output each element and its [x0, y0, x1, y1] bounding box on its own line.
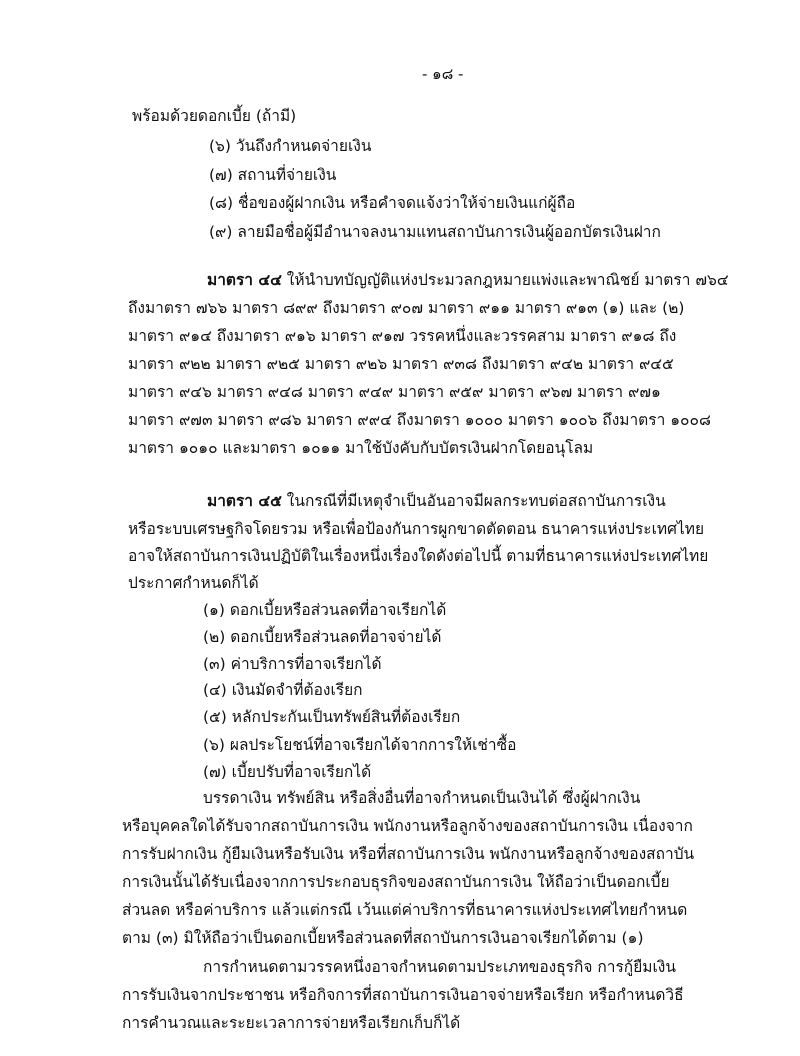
paragraph-line: การคำนวณและระยะเวลาการจ่ายหรือเรียกเก็บก็ได้ [122, 1014, 461, 1032]
paragraph-line: บรรดาเงิน ทรัพย์สิน หรือสิ่งอื่นที่อาจกำหนดเป็นเงินได้ ซึ่งผู้ฝากเงิน [203, 789, 641, 807]
paragraph-line: มาตรา ๙๗๓ มาตรา ๙๘๖ มาตรา ๙๙๔ ถึงมาตรา ๑๐๐๐ มาตรา ๑๐๐๖ ถึงมาตรา ๑๐๐๘ [128, 411, 711, 429]
paragraph-line: มาตรา ๑๐๑๐ และมาตรา ๑๐๑๑ มาใช้บังคับกับบัตรเงินฝากโดยอนุโลม [128, 439, 594, 457]
paragraph-text: ให้นำบทบัญญัติแห่งประมวลกฎหมายแพ่งและพาณิชย์ มาตรา ๗๖๔ [281, 271, 729, 289]
paragraph-line: การกำหนดตามวรรคหนึ่งอาจกำหนดตามประเภทของธุรกิจ การกู้ยืมเงิน [203, 958, 676, 976]
paragraph-line: การรับฝากเงิน กู้ยืมเงินหรือรับเงิน หรือที่สถาบันการเงิน พนักงานหรือลูกจ้างของสถาบัน [122, 845, 695, 863]
paragraph-line: ตาม (๓) มิให้ถือว่าเป็นดอกเบี้ยหรือส่วนลดที่สถาบันการเงินอาจเรียกได้ตาม (๑) [122, 929, 644, 947]
list-item: (๓) ค่าบริการที่อาจเรียกได้ [203, 655, 382, 673]
list-item: (๗) สถานที่จ่ายเงิน [209, 166, 337, 184]
paragraph-line: หรือระบบเศรษฐกิจโดยรวม หรือเพื่อป้องกันการผูกขาดตัดตอน ธนาคารแห่งประเทศไทย [128, 520, 705, 538]
section-45-first-line [207, 490, 666, 512]
list-item: (๗) เบี้ยปรับที่อาจเรียกได้ [203, 763, 372, 781]
list-item: (๙) ลายมือชื่อผู้มีอำนาจลงนามแทนสถาบันการเงินผู้ออกบัตรเงินฝาก [209, 223, 661, 241]
paragraph-line: มาตรา ๙๒๒ มาตรา ๙๒๕ มาตรา ๙๒๖ มาตรา ๙๓๘ ถึงมาตรา ๙๔๒ มาตรา ๙๔๕ [128, 355, 674, 373]
section-heading: มาตรา ๔๔ [207, 271, 282, 289]
paragraph-line: อาจให้สถาบันการเงินปฏิบัติในเรื่องหนึ่งเรื่องใดดังต่อไปนี้ ตามที่ธนาคารแห่งประเทศไทย [128, 547, 709, 565]
intro-line: พร้อมด้วยดอกเบี้ย (ถ้ามี) [132, 107, 297, 125]
paragraph-text: ในกรณีที่มีเหตุจำเป็นอันอาจมีผลกระทบต่อสถาบันการเงิน [281, 492, 666, 510]
paragraph-line: ถึงมาตรา ๗๖๖ มาตรา ๘๙๙ ถึงมาตรา ๙๐๗ มาตรา ๙๑๑ มาตรา ๙๑๓ (๑) และ (๒) [128, 299, 685, 317]
paragraph-line: ส่วนลด หรือค่าบริการ แล้วแต่กรณี เว้นแต่ค่าบริการที่ธนาคารแห่งประเทศไทยกำหนด [122, 901, 688, 919]
list-item: (๖) ผลประโยชน์ที่อาจเรียกได้จากการให้เช่าซื้อ [203, 736, 517, 754]
list-item: (๘) ชื่อของผู้ฝากเงิน หรือคำจดแจ้งว่าให้จ่ายเงินแก่ผู้ถือ [209, 194, 576, 212]
section-heading: มาตรา ๔๕ [207, 492, 282, 510]
list-item: (๒) ดอกเบี้ยหรือส่วนลดที่อาจจ่ายได้ [203, 628, 442, 646]
list-item: (๕) หลักประกันเป็นทรัพย์สินที่ต้องเรียก [203, 708, 461, 726]
list-item: (๖) วันถึงกำหนดจ่ายเงิน [209, 137, 372, 155]
paragraph-line: มาตรา ๙๔๖ มาตรา ๙๔๘ มาตรา ๙๔๙ มาตรา ๙๕๙ มาตรา ๙๖๗ มาตรา ๙๗๑ [128, 383, 661, 401]
paragraph-line: หรือบุคคลใดได้รับจากสถาบันการเงิน พนักงานหรือลูกจ้างของสถาบันการเงิน เนื่องจาก [122, 817, 693, 835]
paragraph-line: ประกาศกำหนดก็ได้ [128, 574, 259, 592]
paragraph-line: การรับเงินจากประชาชน หรือกิจการที่สถาบันการเงินอาจจ่ายหรือเรียก หรือกำหนดวิธี [122, 986, 684, 1004]
list-item: (๑) ดอกเบี้ยหรือส่วนลดที่อาจเรียกได้ [203, 601, 447, 619]
list-item: (๔) เงินมัดจำที่ต้องเรียก [203, 681, 363, 699]
paragraph-line: การเงินนั้นได้รับเนื่องจากการประกอบธุรกิจของสถาบันการเงิน ให้ถือว่าเป็นดอกเบี้ย [122, 873, 670, 891]
paragraph-line: มาตรา ๙๑๔ ถึงมาตรา ๙๑๖ มาตรา ๙๑๗ วรรคหนึ่งและวรรคสาม มาตรา ๙๑๘ ถึง [128, 327, 677, 345]
section-44-first-line [207, 269, 729, 291]
page-number: - ๑๘ - [422, 65, 464, 83]
